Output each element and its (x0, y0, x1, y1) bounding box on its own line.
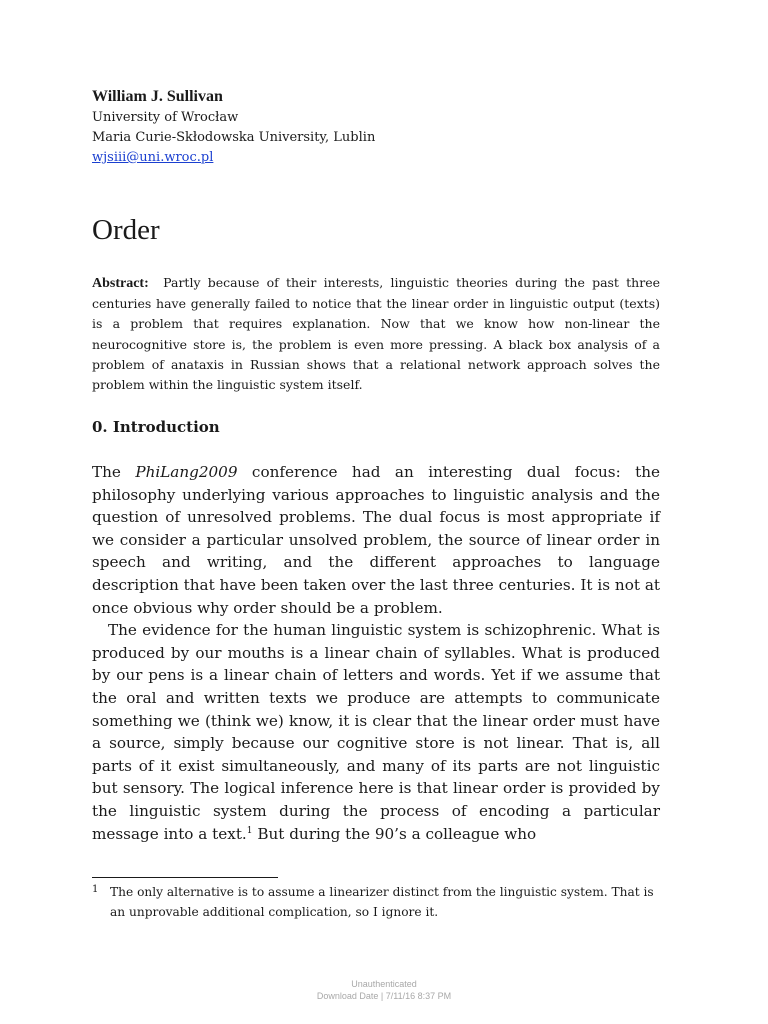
author-email-link[interactable]: wjsiii@uni.wroc.pl (92, 150, 214, 165)
footnote (92, 882, 660, 922)
author-name: William J. Sullivan (92, 88, 223, 105)
paragraph-1 (92, 461, 660, 619)
paragraph-2-text: The evidence for the human linguistic system is schizophrenic. What is produced by our mouths is a linear chain of syllables. What is produced by our pens is a linear chain of letters and words. Yet if we assume that the oral and written texts we produce are attempts to communicate something we (think we) know, it is clear that the linear order must have a source, simply because our cognitive store is not linear. That is, all parts of it exist simultaneously, and many of its parts are not linguistic but sensory. The logical inference here is that linear order is provided by the linguistic system during the process of encoding a particular message into a text. (92, 621, 660, 843)
footnote-text: The only alternative is to assume a linearizer distinct from the linguistic system. That is an unprovable additional complication, so I ignore it. (110, 885, 654, 919)
paragraph-2-continuation: But during the 90’s a colleague who (252, 824, 537, 843)
watermark-line-1: Unauthenticated (351, 979, 417, 989)
download-watermark (0, 978, 768, 1002)
affiliation-wroclaw: University of Wrocław (92, 110, 239, 125)
section-heading-introduction: 0. Introduction (92, 418, 220, 436)
page-title: Order (92, 214, 160, 246)
watermark-line-2: Download Date | 7/11/16 8:37 PM (316, 991, 452, 1001)
paragraph-2 (92, 619, 660, 845)
footnote-number: 1 (92, 884, 99, 895)
paragraph-1-lead: The (92, 463, 136, 481)
paragraph-1-rest: conference had an interesting dual focus: the philosophy underlying various approaches to linguistic analysis and the question of unresolved problems. The dual focus is most appropriate if we consider a particular unsolved problem, the source of linear order in speech and writing, and the different approaches to language description that have been taken over the last three centuries. It is not at once obvious why order should be a problem. (92, 463, 660, 617)
footnote-divider (92, 877, 278, 878)
author-block (92, 86, 660, 168)
footnote-reference[interactable]: 1 (246, 825, 253, 836)
affiliation-lublin: Maria Curie-Skłodowska University, Lublin (92, 130, 376, 145)
abstract-text: Partly because of their interests, linguistic theories during the past three centuries have generally failed to notice that the linear order in linguistic output (texts) is a problem that requires explanation. Now that we know how non-linear the neurocognitive store is, the problem is even more pressing. A black box analysis of a problem of anataxis in Russian shows that a relational network approach solves the problem within the linguistic system itself. (92, 275, 660, 393)
abstract-label: Abstract: (92, 276, 149, 291)
body-text (92, 461, 660, 845)
philang-term: PhiLang2009 (135, 463, 238, 481)
abstract (92, 273, 660, 395)
